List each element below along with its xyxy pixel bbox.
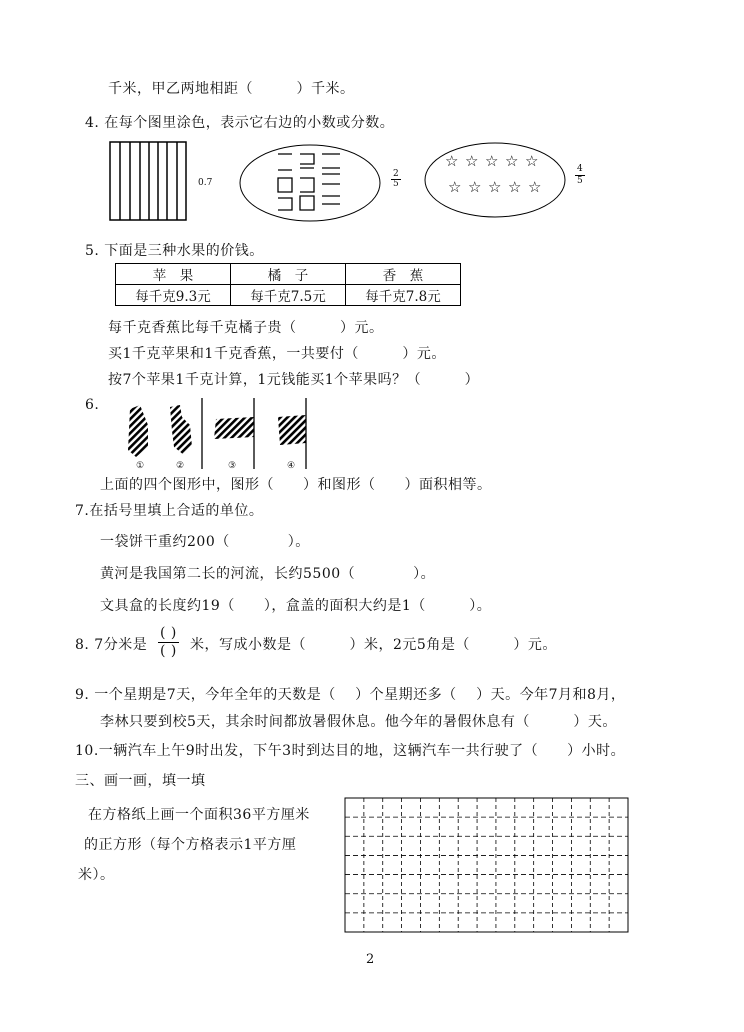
- question-5a: 每千克香蕉比每千克橘子贵（ ）元。: [108, 320, 384, 336]
- question-9a: 9. 一个星期是7天，今年全年的天数是（ ）个星期还多（ ）天。今年7月和8月，: [75, 687, 626, 703]
- table-row: [116, 285, 461, 306]
- draw-instruction-1: 在方格纸上画一个面积36平方厘米: [88, 807, 310, 823]
- q4-ellipse-shapes: [240, 145, 380, 221]
- question-7c: 文具盒的长度约19（ ），盒盖的面积大约是1（ ）。: [100, 598, 492, 614]
- table-cell: 每千克7.8元: [346, 285, 461, 306]
- q6-label-1: ①: [136, 461, 145, 471]
- svg-text:☆: ☆: [508, 178, 522, 196]
- svg-text:☆: ☆: [465, 152, 479, 170]
- svg-text:☆: ☆: [468, 178, 482, 196]
- svg-text:☆: ☆: [525, 152, 539, 170]
- question-6: 6.: [85, 397, 100, 413]
- svg-text:☆: ☆: [505, 152, 519, 170]
- question-5c: 按7个苹果1千克计算，1元钱能买1个苹果吗？（ ）: [108, 372, 480, 388]
- question-4: 4. 在每个图里涂色，表示它右边的小数或分数。: [85, 115, 395, 131]
- svg-text:☆: ☆: [448, 178, 462, 196]
- svg-text:☆: ☆: [485, 152, 499, 170]
- table-cell: 每千克7.5元: [231, 285, 346, 306]
- q6-figure-2: [170, 405, 192, 455]
- grid-paper[interactable]: [344, 797, 630, 933]
- q6-figure-1: [128, 405, 148, 457]
- q6-label-3: ③: [228, 461, 237, 471]
- q4-ellipse-stars: [425, 143, 565, 217]
- table-header: 香 蕉: [346, 264, 461, 285]
- q4-figures: [100, 138, 620, 228]
- q6-figure-4: [278, 415, 306, 445]
- question-7a: 一袋饼干重约200（ ）。: [100, 534, 310, 550]
- question-9b: 李林只要到校5天，其余时间都放暑假休息。他今年的暑假休息有（ ）天。: [100, 714, 617, 730]
- q6-figure-3: [214, 417, 254, 439]
- question-8-prefix: 8. 7分米是: [75, 637, 148, 653]
- question-5: 5. 下面是三种水果的价钱。: [85, 243, 264, 259]
- q4-label-fraction-1: $\frac{2}{5}$: [393, 169, 399, 189]
- draw-instruction-3: 米）。: [78, 867, 115, 883]
- q4-label-fraction-2: $\frac{4}{5}$: [577, 164, 583, 186]
- question-7b: 黄河是我国第二长的河流，长约5500（ ）。: [100, 566, 436, 582]
- question-5b: 买1千克苹果和1千克香蕉，一共要付（ ）元。: [108, 346, 446, 362]
- q4-label-decimal: 0.7: [198, 178, 213, 188]
- question-6a: 上面的四个图形中，图形（ ）和图形（ ）面积相等。: [100, 477, 492, 493]
- q6-label-2: ②: [176, 461, 185, 471]
- page-number: 2: [366, 952, 375, 967]
- table-header: 苹 果: [116, 264, 231, 285]
- section-3-title: 三、画一画，填一填: [75, 773, 206, 789]
- question-10: 10.一辆汽车上午9时出发，下午3时到达目的地，这辆汽车一共行驶了（ ）小时。: [75, 743, 626, 759]
- table-row: [116, 264, 461, 285]
- q6-label-4: ④: [287, 461, 296, 471]
- line-continuation: 千米，甲乙两地相距（ ）千米。: [108, 81, 355, 97]
- svg-text:☆: ☆: [445, 152, 459, 170]
- question-8-suffix: 米，写成小数是（ ）米，2元5角是（ ）元。: [190, 637, 557, 653]
- price-table: [115, 263, 461, 306]
- table-cell: 每千克9.3元: [116, 285, 231, 306]
- q4-bars-figure: [110, 142, 186, 220]
- question-7: 7.在括号里填上合适的单位。: [75, 503, 264, 519]
- question-8-fraction: ( ) ( ): [160, 625, 177, 659]
- svg-text:☆: ☆: [528, 178, 542, 196]
- svg-text:☆: ☆: [488, 178, 502, 196]
- draw-instruction-2: 的正方形（每个方格表示1平方厘: [84, 837, 297, 853]
- table-header: 橘 子: [231, 264, 346, 285]
